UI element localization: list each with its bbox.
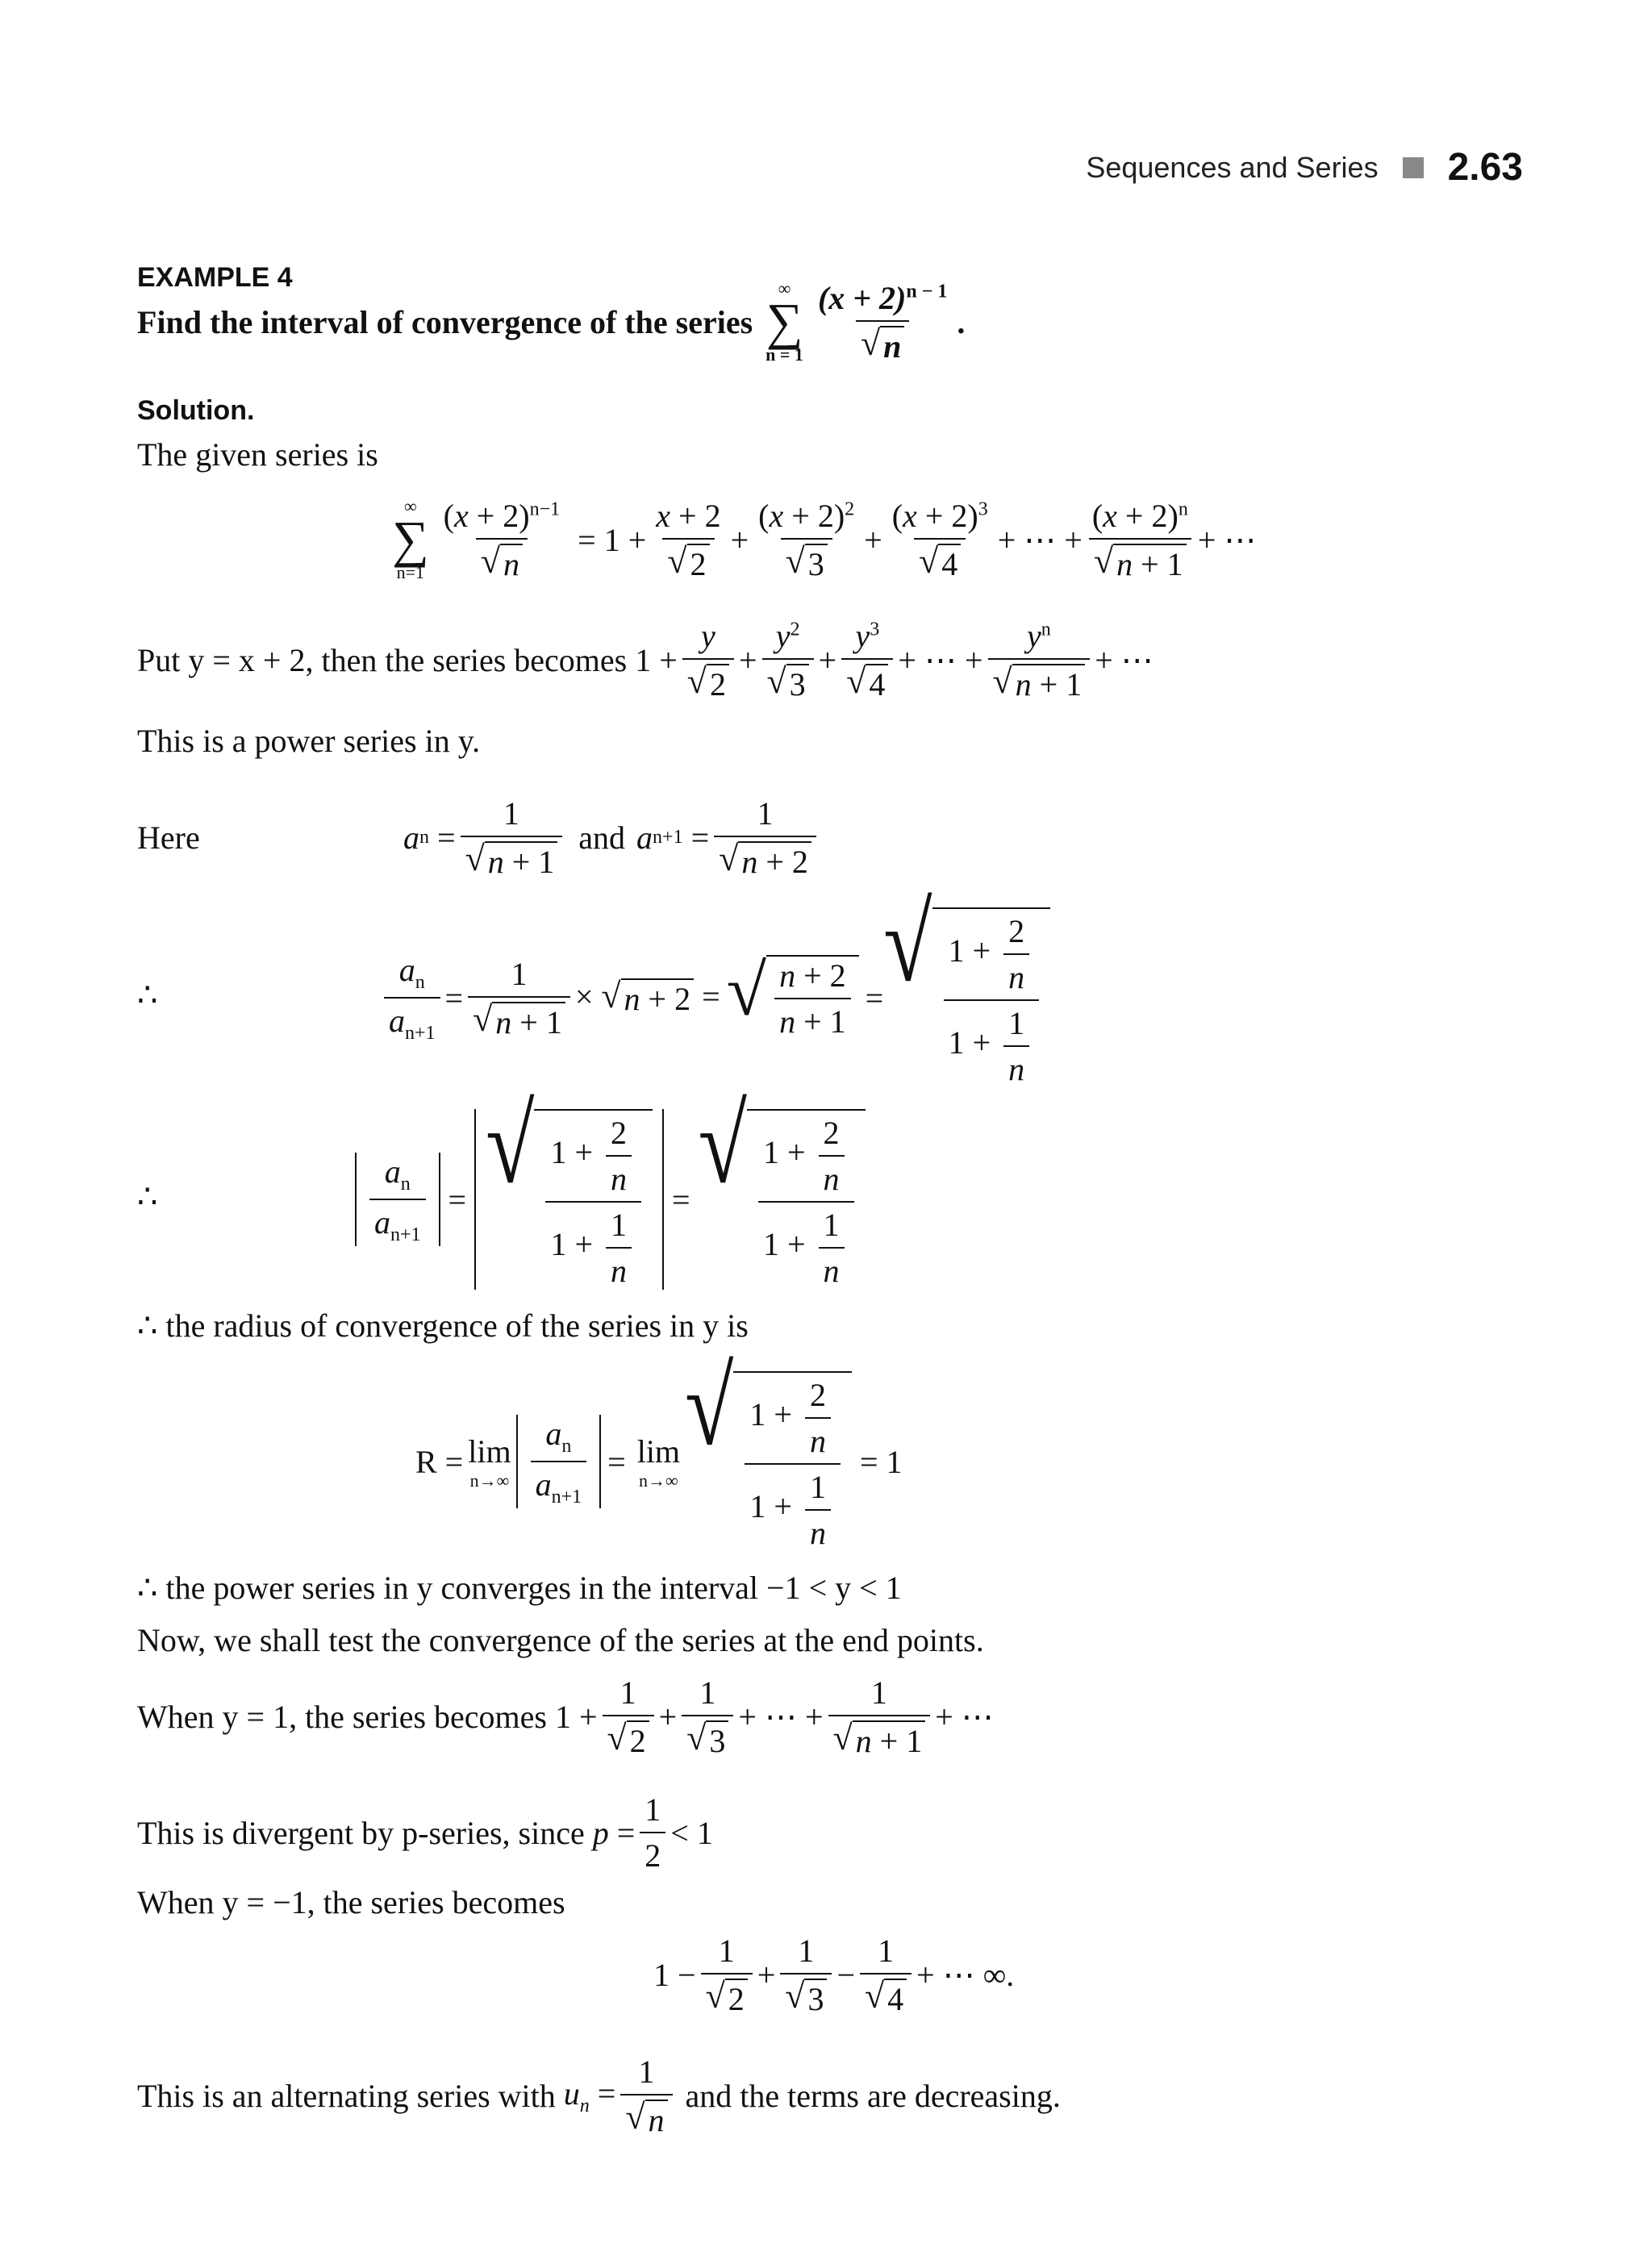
sigma-symbol: ∞ ∑ n = 1 — [766, 278, 803, 365]
ym1-series: 1 − 1 √ 2 + 1 √ 3 − 1 √ 4 + ⋯ ∞. — [653, 1933, 1015, 2017]
substitution-line: Put y = x + 2, then the series becomes 1 + y √ 2 + $y^2$ √ 3 + $y^3$ √ 4 + ⋯ + $y^n$ √ n + 1 + ⋯ — [137, 618, 1153, 703]
radius-equation: R = lim n→∞ $\frac{a_n}{a_{n+1}}$ = lim n→∞ √ 1 + $\frac{2}{n}$ 1 + $\frac{1}{n}$ = 1 — [415, 1345, 903, 1551]
an-definition: a n = 1 √ n + 1 and a n+1 = 1 √ n + 2 — [403, 794, 821, 881]
power-series-line: This is a power series in y. — [137, 723, 481, 759]
alternating-text: This is an alternating series with — [137, 2078, 556, 2114]
y1-series: When y = 1, the series becomes 1 + 1 √ 2 + 1 √ 3 + ⋯ + 1 √ n + 1 + ⋯ — [137, 1674, 994, 1759]
series-numerator: (x + 2) — [817, 279, 907, 316]
header-title: Sequences and Series — [1086, 150, 1379, 184]
substitution-text: Put y = x + 2, then the series becomes — [137, 642, 628, 678]
page-header — [1086, 145, 1523, 190]
interval-line: ∴ the power series in y converges in the interval −1 < y < 1 — [137, 1570, 902, 1606]
solution-line1: The given series is — [137, 436, 378, 473]
endpoints-line: Now, we shall test the convergence of the series at the end points. — [137, 1622, 984, 1658]
ym1-line: When y = −1, the series becomes — [137, 1884, 565, 1920]
sum-top: ∞ — [778, 278, 791, 298]
divergent-text: This is divergent by p-series, since — [137, 1814, 585, 1851]
therefore-2: ∴ — [137, 1178, 158, 1215]
ratio-equation: $\frac{a_n}{a_{n+1}}$ = 1 √ n + 1 × √ n + 2 = √ $\frac{n + 2}{n + 1}$ = √ 1 + $\frac{2}{n}$ 1 + $\frac{1}{n}$ — [379, 907, 1050, 1088]
series-exponent: n − 1 — [906, 281, 948, 302]
example-label: EXAMPLE 4 — [137, 262, 293, 293]
sum-bottom: n = 1 — [766, 344, 803, 365]
example-statement: Find the interval of convergence of the series ∞ ∑ n = 1 $(x + 2)^{n - 1}$ √ n . — [137, 278, 966, 365]
series-denominator: n — [880, 326, 904, 365]
and-word: and — [578, 819, 626, 856]
radius-line: ∴ the radius of convergence of the series in y is — [137, 1307, 749, 1344]
y1-text: When y = 1, the series becomes — [137, 1699, 547, 1735]
decreasing-text: and the terms are decreasing. — [685, 2078, 1061, 2114]
here-label: Here — [137, 819, 200, 856]
statement-fraction: $(x + 2)^{n - 1}$ √ n — [817, 279, 948, 365]
solution-label: Solution. — [137, 395, 255, 426]
series-expansion: ∞ ∑ n=1 $(x + 2)^{n-1}$ √ n = 1 + x + 2 √ 2 + $(x + 2)^2$ √ 3 + $(x + 2)^3$ √ 4 + ⋯ + $(x + 2)^n$ √ n + 1 + ⋯ — [392, 496, 1257, 582]
therefore-1: ∴ — [137, 977, 158, 1013]
alternating-line: This is an alternating series with $u_n$ = 1 √ n and the terms are decreasing. — [137, 2054, 1061, 2138]
statement-text: Find the interval of convergence of the series — [137, 303, 753, 340]
page-number: 2.63 — [1447, 146, 1523, 189]
header-square-icon — [1403, 157, 1424, 178]
divergent-line: This is divergent by p-series, since p = $\frac{1}{2}$ < 1 — [137, 1791, 713, 1874]
abs-ratio-equation: $\frac{a_n}{a_{n+1}}$ = √ 1 + $\frac{2}{n}$ 1 + $\frac{1}{n}$ = √ 1 + $\frac{2}{n}$ 1 + $\frac{1}{n}$ — [355, 1109, 866, 1290]
